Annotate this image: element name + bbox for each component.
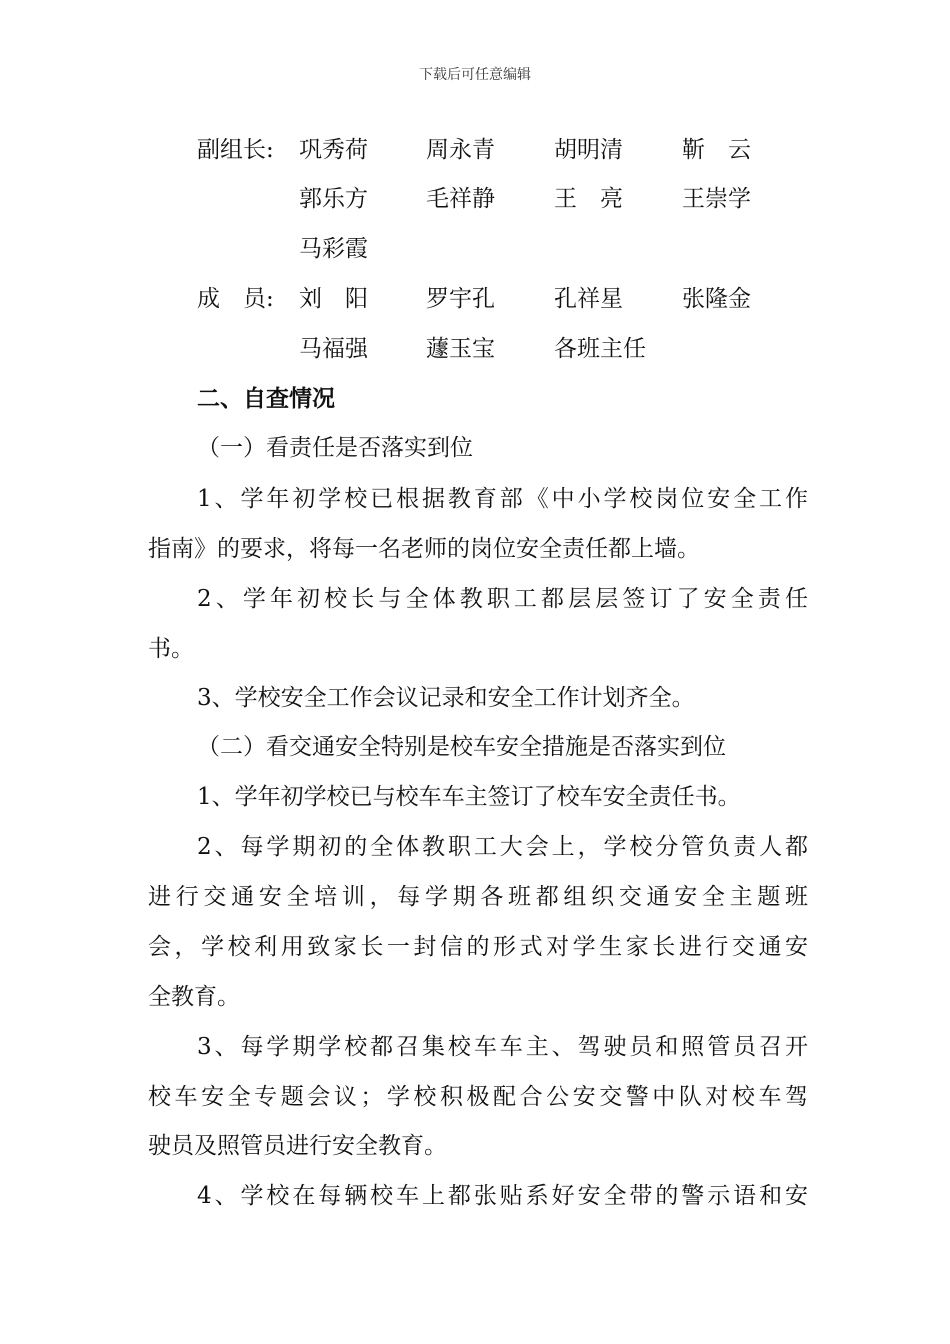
paragraph-line: 1、学年初学校已根据教育部《中小学校岗位安全工作 <box>197 486 808 512</box>
roster-name: 周永青 <box>426 137 495 163</box>
paragraph-line: 驶员及照管员进行安全教育。 <box>148 1133 447 1159</box>
roster-name: 孔祥星 <box>554 286 623 312</box>
paragraph-line: 2、每学期初的全体教职工大会上，学校分管负责人都 <box>197 834 808 860</box>
roster-name: 郭乐方 <box>299 186 368 212</box>
roster-name: 毛祥静 <box>426 186 495 212</box>
roster-name: 各班主任 <box>554 336 646 362</box>
paragraph-line: 进行交通安全培训，每学期各班都组织交通安全主题班 <box>148 884 808 910</box>
paragraph-line: 3、每学期学校都召集校车车主、驾驶员和照管员召开 <box>197 1034 808 1060</box>
paragraph-line: 会，学校利用致家长一封信的形式对学生家长进行交通安 <box>148 934 808 960</box>
subsection-heading: （二）看交通安全特别是校车安全措施是否落实到位 <box>197 734 726 760</box>
roster-name: 马彩霞 <box>299 236 368 262</box>
paragraph-line: 4、学校在每辆校车上都张贴系好安全带的警示语和安 <box>197 1183 808 1209</box>
page-header: 下载后可任意编辑 <box>419 67 531 83</box>
paragraph-line: 校车安全专题会议；学校积极配合公安交警中队对校车驾 <box>148 1084 808 1110</box>
roster-name: 罗宇孔 <box>426 286 495 312</box>
paragraph-line: 3、学校安全工作会议记录和安全工作计划齐全。 <box>197 685 695 711</box>
roster-name: 王崇学 <box>682 186 751 212</box>
roster-name: 王 亮 <box>554 186 623 212</box>
vice-leader-label: 副组长: <box>197 137 274 163</box>
paragraph-line: 全教育。 <box>148 984 240 1010</box>
roster-name: 胡明清 <box>554 137 623 163</box>
section-heading: 二、自查情况 <box>197 386 335 412</box>
paragraph-line: 书。 <box>148 636 194 662</box>
paragraph-line: 指南》的要求，将每一名老师的岗位安全责任都上墙。 <box>148 536 700 562</box>
roster-name: 靳 云 <box>682 137 751 163</box>
paragraph-line: 2、学年初校长与全体教职工都层层签订了安全责任 <box>197 586 808 612</box>
subsection-heading: （一）看责任是否落实到位 <box>197 435 473 461</box>
roster-name: 巩秀荷 <box>299 137 368 163</box>
roster-name: 刘 阳 <box>299 286 368 312</box>
roster-name: 马福强 <box>299 336 368 362</box>
roster-name: 张隆金 <box>682 286 751 312</box>
member-label: 成 员: <box>197 286 274 312</box>
paragraph-line: 1、学年初学校已与校车车主签订了校车安全责任书。 <box>197 784 741 810</box>
roster-name: 蘧玉宝 <box>426 336 495 362</box>
